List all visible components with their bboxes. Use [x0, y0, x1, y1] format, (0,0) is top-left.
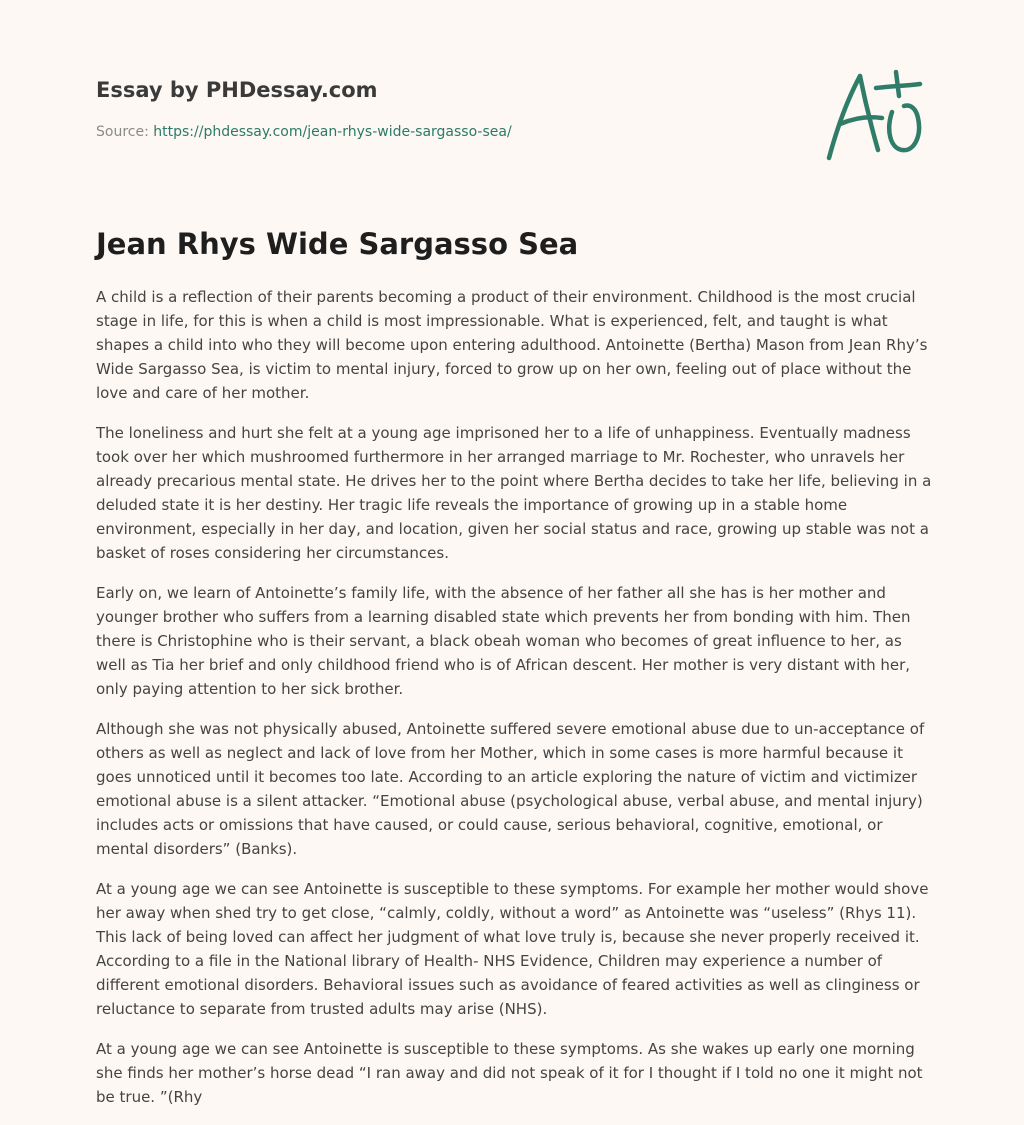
- source-label: Source:: [96, 124, 149, 140]
- brand-name: Essay by PHDessay.com: [96, 78, 378, 102]
- essay-paragraph: A child is a reflection of their parents becoming a product of their environment. Childhood is the most crucial stage in life, for this is when a child is most impressionable. What is experienced, felt, and taught is what shapes a child into who they will become upon entering adulthood. Antoinette (Bertha) Mason from Jean Rhy’s Wide Sargasso Sea, is victim to mental injury, forced to grow up on her own, feeling out of place without the love and care of her mother.: [96, 288, 928, 402]
- a-plus-grade-icon: [820, 66, 930, 166]
- source-line: [96, 124, 512, 140]
- a-plus-grade-icon-svg: [820, 66, 930, 166]
- essay-body: [96, 285, 932, 1125]
- document-header: [96, 76, 796, 140]
- essay-paragraph: Early on, we learn of Antoinette’s family life, with the absence of her father all she has is her mother and younger brother who suffers from a learning disabled state which prevents her from bonding with him. Then there is Christophine who is their servant, a black obeah woman who becomes of great influence to her, as well as Tia her brief and only childhood friend who is of African descent. Her mother is very distant with her, only paying attention to her sick brother.: [96, 584, 911, 698]
- essay-title: Jean Rhys Wide Sargasso Sea: [96, 227, 579, 261]
- source-link[interactable]: https://phdessay.com/jean-rhys-wide-sargasso-sea/: [153, 124, 512, 140]
- essay-paragraph: The loneliness and hurt she felt at a young age imprisoned her to a life of unhappiness. Eventually madness took over her which mushroomed furthermore in her arranged marriage to Mr. Rochester, who unravels her already precarious mental state. He drives her to the point where Bertha decides to take her life, believing in a deluded state it is her destiny. Her tragic life reveals the importance of growing up in a stable home environment, especially in her day, and location, given her social status and race, growing up stable was not a basket of roses considering her circumstances.: [96, 424, 932, 562]
- essay-paragraph: At a young age we can see Antoinette is susceptible to these symptoms. As she wakes up early one morning she finds her mother’s horse dead “I ran away and did not speak of it for I thought if I told no one it might not be true. ”(Rhy: [96, 1040, 923, 1106]
- essay-paragraph: Although she was not physically abused, Antoinette suffered severe emotional abuse due to un-acceptance of others as well as neglect and lack of love from her Mother, which in some cases is more harmful because it goes unnoticed until it becomes too late. According to an article exploring the nature of victim and victimizer emotional abuse is a silent attacker. “Emotional abuse (psychological abuse, verbal abuse, and mental injury) includes acts or omissions that have caused, or could cause, serious behavioral, cognitive, emotional, or mental disorders” (Banks).: [96, 720, 925, 858]
- essay-paragraph: At a young age we can see Antoinette is susceptible to these symptoms. For example her mother would shove her away when shed try to get close, “calmly, coldly, without a word” as Antoinette was “useless” (Rhys 11). This lack of being loved can affect her judgment of what love truly is, because she never properly received it. According to a file in the National library of Health- NHS Evidence, Children may experience a number of different emotional disorders. Behavioral issues such as avoidance of feared activities as well as clinginess or reluctance to separate from trusted adults may arise (NHS).: [96, 880, 929, 1018]
